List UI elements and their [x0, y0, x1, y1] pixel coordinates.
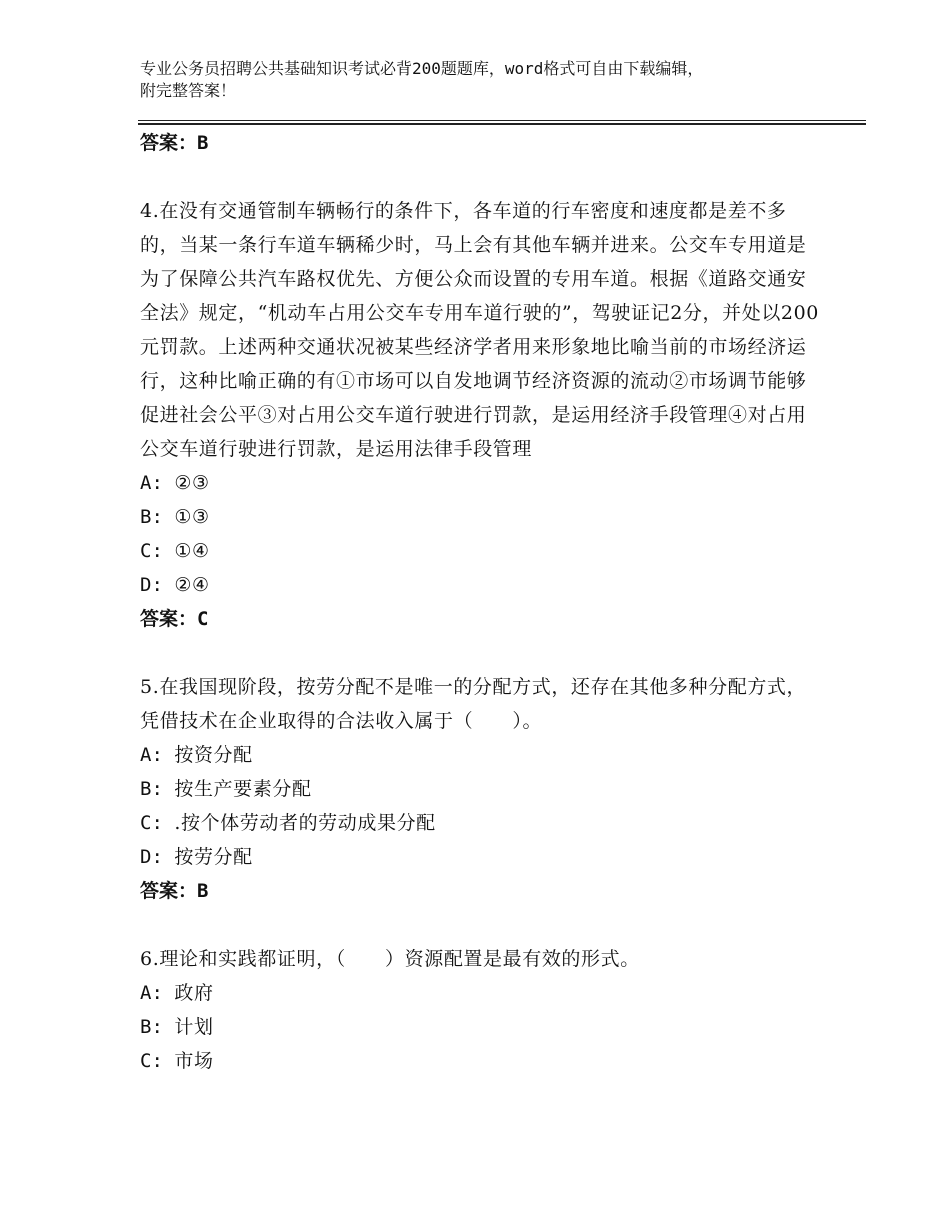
- question-5-option-d: [140, 840, 820, 874]
- option-letter: A:: [140, 472, 163, 494]
- question-4-option-d: [140, 568, 820, 602]
- question-4: [140, 194, 820, 636]
- option-text: 按劳分配: [174, 846, 253, 868]
- option-text: 按生产要素分配: [174, 778, 312, 800]
- option-letter: C:: [140, 812, 163, 834]
- question-6-option-a: [140, 976, 820, 1010]
- option-letter: A:: [140, 982, 163, 1004]
- question-5-option-b: [140, 772, 820, 806]
- question-6-stem: 6.理论和实践都证明，（ ）资源配置是最有效的形式。: [140, 948, 640, 970]
- question-5-option-c: [140, 806, 820, 840]
- question-5: [140, 670, 820, 908]
- header-rule-thick: [138, 123, 866, 125]
- option-letter: C:: [140, 540, 163, 562]
- option-letter: C:: [140, 1050, 163, 1072]
- spacer: [140, 636, 820, 670]
- option-letter: B:: [140, 1016, 163, 1038]
- header-line-1: 专业公务员招聘公共基础知识考试必背200题题库，word格式可自由下载编辑，: [140, 59, 704, 78]
- option-letter: D:: [140, 574, 163, 596]
- option-letter: A:: [140, 744, 163, 766]
- spacer: [140, 908, 820, 942]
- option-letter: B:: [140, 506, 163, 528]
- header-rule-thin: [138, 120, 866, 121]
- spacer: [140, 160, 820, 194]
- header-line-2: 附完整答案！: [140, 81, 237, 100]
- question-5-answer: 答案：B: [140, 880, 209, 902]
- option-text: 计划: [174, 1016, 214, 1038]
- answer-previous-question: 答案：B: [140, 132, 209, 154]
- question-4-stem: 4.在没有交通管制车辆畅行的条件下，各车道的行车密度和速度都是差不多的，当某一条行车道车辆稀少时，马上会有其他车辆并进来。公交车专用道是为了保障公共汽车路权优先、方便公众而设置的专用车道。根据《道路交通安全法》规定，“机动车占用公交车专用车道行驶的”，驾驶证记2分，并处以200元罚款。上述两种交通状况被某些经济学者用来形象地比喻当前的市场经济运行，这种比喻正确的有①市场可以自发地调节经济资源的流动②市场调节能够促进社会公平③对占用公交车道行驶进行罚款，是运用经济手段管理④对占用公交车道行驶进行罚款，是运用法律手段管理: [140, 200, 819, 460]
- option-text: 按资分配: [174, 744, 253, 766]
- option-letter: D:: [140, 846, 163, 868]
- question-4-option-a: [140, 466, 820, 500]
- page-header: [140, 58, 840, 102]
- option-letter: B:: [140, 778, 163, 800]
- question-6: [140, 942, 820, 1078]
- question-6-option-b: [140, 1010, 820, 1044]
- option-text: ②④: [174, 574, 210, 596]
- question-5-option-a: [140, 738, 820, 772]
- option-text: ②③: [174, 472, 210, 494]
- question-6-option-c: [140, 1044, 820, 1078]
- question-4-answer: 答案：C: [140, 608, 209, 630]
- option-text: 市场: [174, 1050, 214, 1072]
- question-4-option-c: [140, 534, 820, 568]
- question-4-option-b: [140, 500, 820, 534]
- option-text: 政府: [174, 982, 214, 1004]
- option-text: .按个体劳动者的劳动成果分配: [174, 812, 436, 834]
- question-5-stem: 5.在我国现阶段，按劳分配不是唯一的分配方式，还存在其他多种分配方式，凭借技术在企业取得的合法收入属于（ ）。: [140, 676, 807, 732]
- document-body: [140, 126, 820, 1078]
- option-text: ①③: [174, 506, 210, 528]
- option-text: ①④: [174, 540, 210, 562]
